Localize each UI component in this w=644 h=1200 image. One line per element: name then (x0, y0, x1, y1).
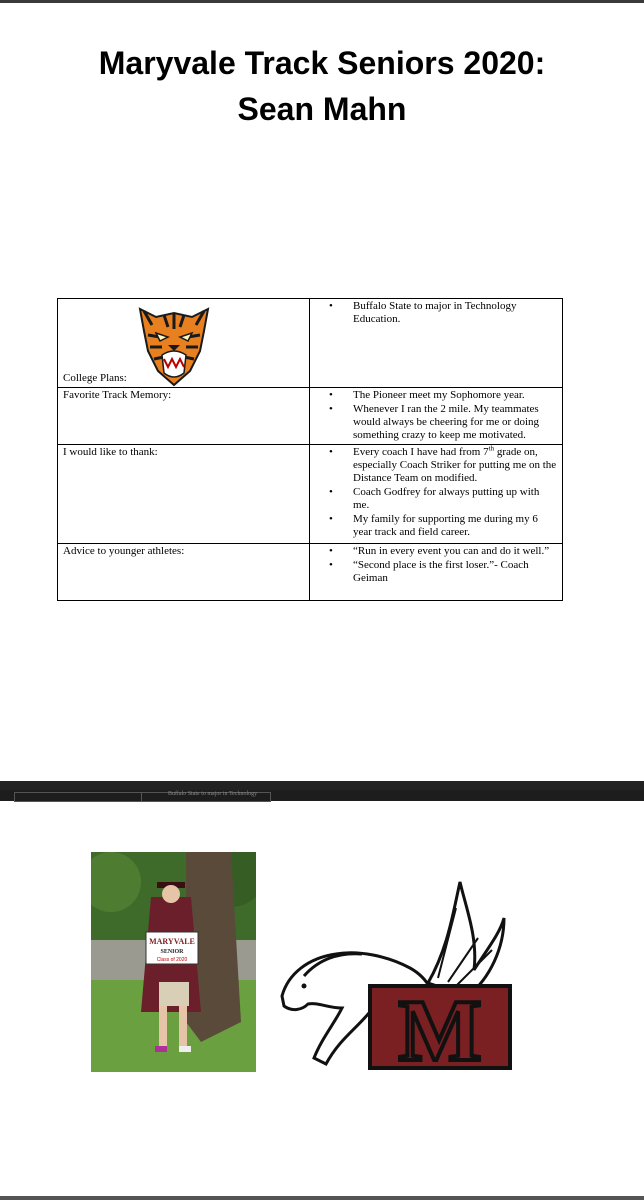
table-row (58, 445, 563, 544)
maryvale-pegasus-logo (278, 878, 518, 1076)
list-item: • Buffalo State to major in Technology Education. (353, 300, 557, 326)
list-item: • “Second place is the first loser.”- Coach Geiman (353, 559, 557, 585)
list-item: • My family for supporting me during my 6 year track and field career. (353, 513, 557, 539)
sign-line-1: MARYVALE (149, 937, 195, 946)
table-row (58, 299, 563, 388)
favorite-memory-answer (310, 388, 563, 445)
thanks-answer (310, 445, 563, 544)
list-item: • The Pioneer meet my Sophomore year. (353, 389, 557, 402)
title-line-2: Sean Mahn (237, 91, 407, 127)
logo-letter: M (398, 983, 482, 1076)
table-row (58, 388, 563, 445)
title-line-1: Maryvale Track Seniors 2020: (98, 45, 546, 81)
list-item: • Every coach I have had from 7th grade on, especially Coach Striker for putting me on the Distance Team on modified. (353, 446, 557, 485)
college-plans-answer (310, 299, 563, 388)
senior-info-table (57, 298, 563, 601)
list-item: • “Run in every event you can and do it well.” (353, 545, 557, 558)
advice-answer (310, 544, 563, 601)
row-label: I would like to thank: (58, 445, 310, 544)
senior-photo (91, 852, 256, 1072)
sign-line-2: SENIOR (160, 949, 184, 955)
row-label: College Plans: (63, 372, 127, 384)
page-title (0, 40, 644, 132)
page-bottom-rule (0, 1196, 644, 1200)
list-item: • Coach Godfrey for always putting up with me. (353, 486, 557, 512)
list-item: • Whenever I ran the 2 mile. My teammates would always be cheering for me or doing something crazy to keep me motivated. (353, 403, 557, 442)
ghost-cell (14, 792, 142, 802)
sign-line-3: Class of 2020 (156, 957, 188, 963)
tiger-mascot-icon (134, 301, 214, 387)
row-label: Favorite Track Memory: (58, 388, 310, 445)
ghost-row-text: Buffalo State to major in Technology (168, 791, 258, 797)
page-top-rule (0, 0, 644, 3)
table-row (58, 544, 563, 601)
college-plans-cell (58, 299, 310, 388)
row-label: Advice to younger athletes: (58, 544, 310, 601)
